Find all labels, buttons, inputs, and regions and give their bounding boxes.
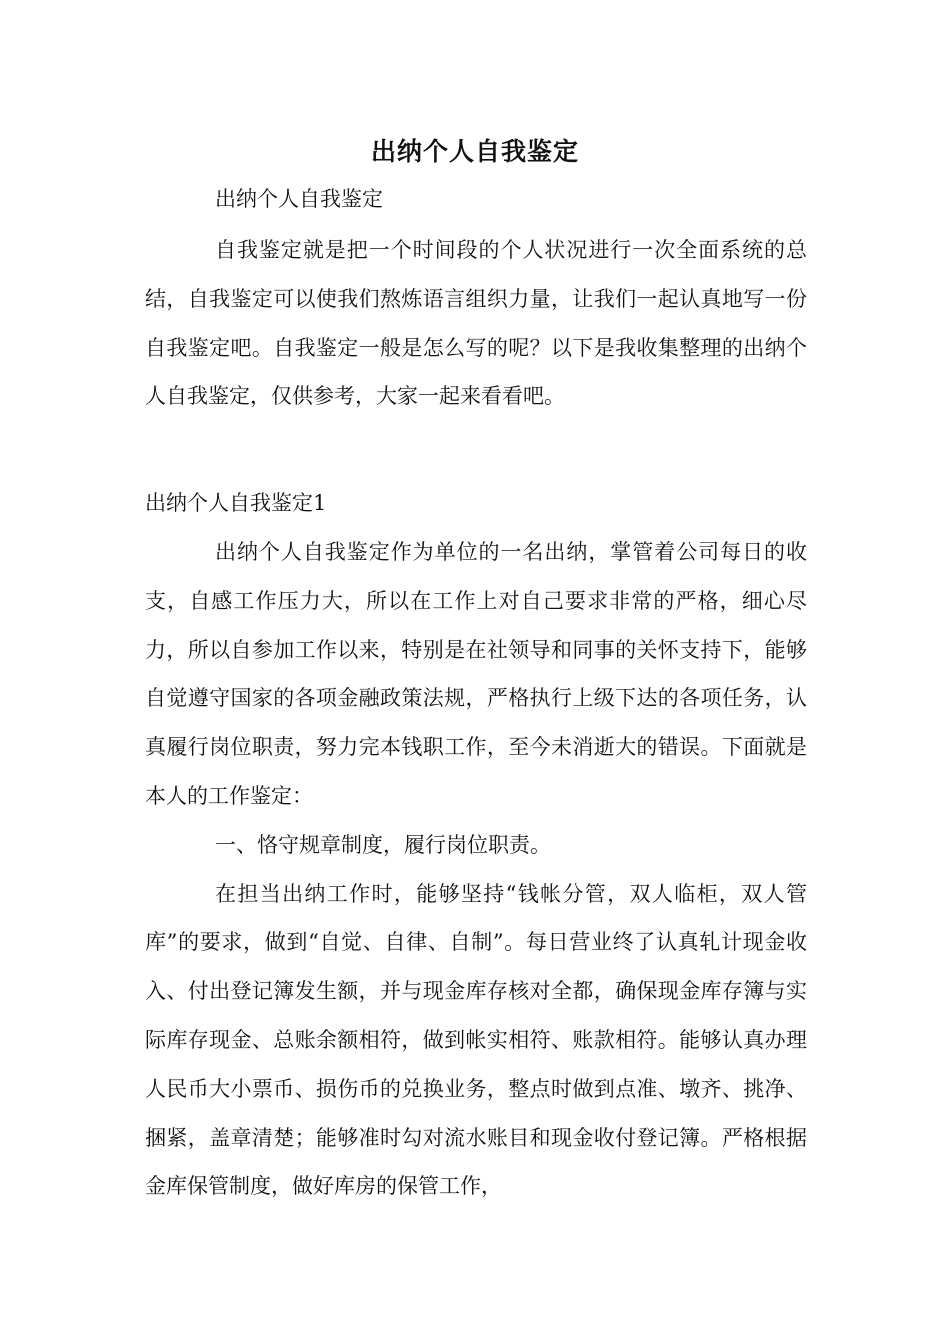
section-body bbox=[145, 528, 807, 1211]
body-paragraph-2: 一、恪守规章制度，履行岗位职责。 bbox=[215, 832, 551, 857]
body-paragraph-1: 出纳个人自我鉴定作为单位的一名出纳，掌管着公司每日的收支，自感工作压力大，所以在工作上对自己要求非常的严格，细心尽力，所以自参加工作以来，特别是在社领导和同事的关怀支持下，能够自觉遵守国家的各项金融政策法规，严格执行上级下达的各项任务，认真履行岗位职责，努力完本钱职工作，至今未消逝大的错误。下面就是本人的工作鉴定： bbox=[145, 540, 807, 808]
body-paragraph-3: 在担当出纳工作时，能够坚持“钱帐分管，双人临柜，双人管库”的要求，做到“自觉、自律、自制”。每日营业终了认真轧计现金收入、付出登记簿发生额，并与现金库存核对全都，确保现金库存簿与实际库存现金、总账余额相符，做到帐实相符、账款相符。能够认真办理人民币大小票币、损伤币的兑换业务，整点时做到点准、墩齐、挑净、捆紧，盖章清楚；能够准时勾对流水账目和现金收付登记簿。严格根据金库保管制度，做好库房的保管工作， bbox=[145, 881, 807, 1199]
document-subtitle: 出纳个人自我鉴定 bbox=[215, 187, 383, 211]
document-title: 出纳个人自我鉴定 bbox=[370, 137, 579, 166]
section-heading: 出纳个人自我鉴定1 bbox=[145, 491, 327, 515]
intro-paragraph: 自我鉴定就是把一个时间段的个人状况进行一次全面系统的总结，自我鉴定可以使我们熬炼语言组织力量，让我们一起认真地写一份自我鉴定吧。自我鉴定一般是怎么写的呢？以下是我收集整理的出纳个人自我鉴定，仅供参考，大家一起来看看吧。 bbox=[145, 238, 807, 409]
